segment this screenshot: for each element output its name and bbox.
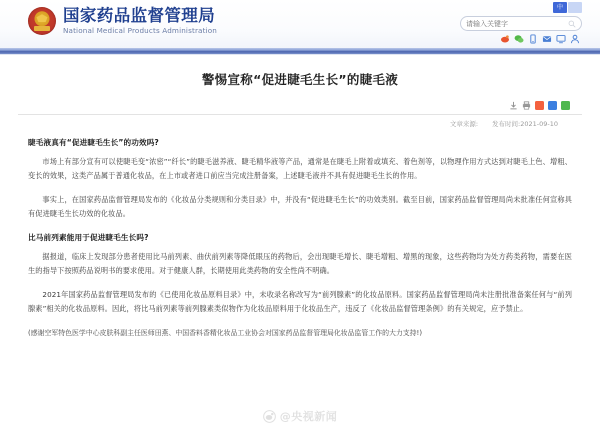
share-wechat-icon[interactable]	[561, 101, 570, 110]
publish-info	[492, 119, 558, 128]
print-icon[interactable]	[522, 101, 531, 110]
watermark	[0, 408, 600, 424]
site-header	[0, 0, 600, 48]
watermark-text: @央视新闻	[279, 410, 338, 423]
section-1-paragraph-2: 事实上，在国家药品监督管理局发布的《化妆品分类规则和分类目录》中，并没有“促进睫毛生长”的功效类别。截至目前，国家药品监督管理局尚未批准任何宣称具有促进睫毛生长功效的化妆品。	[28, 195, 572, 218]
nav-band-divider	[0, 48, 600, 55]
weibo-icon[interactable]	[500, 34, 510, 44]
brand-name-en: National Medical Products Administration	[63, 26, 217, 36]
section-heading-1: 睫毛液真有“促进睫毛生长”的功效吗?	[28, 138, 159, 147]
page-body	[0, 70, 600, 430]
national-emblem-icon	[28, 7, 56, 35]
article-meta	[18, 115, 582, 128]
language-chip-en[interactable]	[568, 2, 582, 13]
search-icon[interactable]	[568, 20, 576, 28]
publish-label: 发布时间:	[492, 120, 521, 128]
page-title: 警惕宣称“促进睫毛生长”的睫毛液	[201, 72, 399, 87]
article-container	[0, 70, 600, 340]
search-box[interactable]	[460, 16, 582, 31]
wechat-icon[interactable]	[514, 34, 524, 44]
language-switcher[interactable]	[553, 2, 582, 13]
search-input[interactable]	[466, 20, 568, 28]
section-heading-2: 比马前列素能用于促进睫毛生长吗?	[28, 233, 149, 242]
share-weibo-icon[interactable]	[535, 101, 544, 110]
article-content	[18, 137, 582, 340]
language-chip-cn[interactable]: 中	[553, 2, 567, 13]
site-brand[interactable]	[28, 7, 217, 35]
section-1-paragraph-1: 市场上有部分宣有可以使睫毛变“浓密”“纤长”的睫毛滋养液、睫毛精华液等产品，通常是在睫毛上附着或填充、着色剂等，以物理作用方式达到对睫毛上色、增粗、变长的效果，这类产品属于普通化妆品，在上市或者进口前应当完成注册备案，上述睫毛液并不具有促进睫毛生长的作用。	[28, 157, 572, 180]
brand-text	[63, 5, 217, 36]
download-icon[interactable]	[509, 101, 518, 110]
source-label: 文章来源:	[449, 120, 479, 128]
acknowledgement-note: (感谢空军特色医学中心皮肤科副主任医师田燕、中国香料香精化妆品工业协会对国家药品监督管理局化妆品监管工作的大力支持!)	[28, 329, 423, 337]
mobile-icon[interactable]	[528, 34, 538, 44]
monitor-icon[interactable]	[556, 34, 566, 44]
weibo-logo-icon	[263, 410, 276, 423]
header-right-cluster	[460, 2, 582, 44]
section-2-paragraph-2: 2021年国家药品监督管理局发布的《已使用化妆品原料目录》中，未收录名称改写为“前列腺素”的化妆品原料。国家药品监督管理局尚未注册批准备案任何与“前列腺素”相关的化妆品原料。因此，将比马前列素等前列腺素类似物作为化妆品原料用于化妆品生产，违反了《化妆品监督管理条例》的有关规定，应予禁止。	[28, 290, 572, 313]
article-toolbar[interactable]	[18, 100, 582, 111]
share-qzone-icon[interactable]	[548, 101, 557, 110]
brand-name-cn: 国家药品监督管理局	[63, 5, 216, 25]
header-quick-links[interactable]	[500, 34, 582, 44]
user-icon[interactable]	[570, 34, 580, 44]
mail-icon[interactable]	[542, 34, 552, 44]
section-2-paragraph-1: 据报道，临床上发现部分患者使用比马前列素、曲伏前列素等降低眼压的药物后，会出现睫毛增长、睫毛增粗、增黑的现象，这些药物均为处方药类药物，需要在医生的指导下按照药品说明书的要求使用。对于健康人群，长期使用此类药物的安全性尚不明确。	[28, 252, 572, 275]
publish-date: 2021-09-10	[520, 120, 558, 128]
